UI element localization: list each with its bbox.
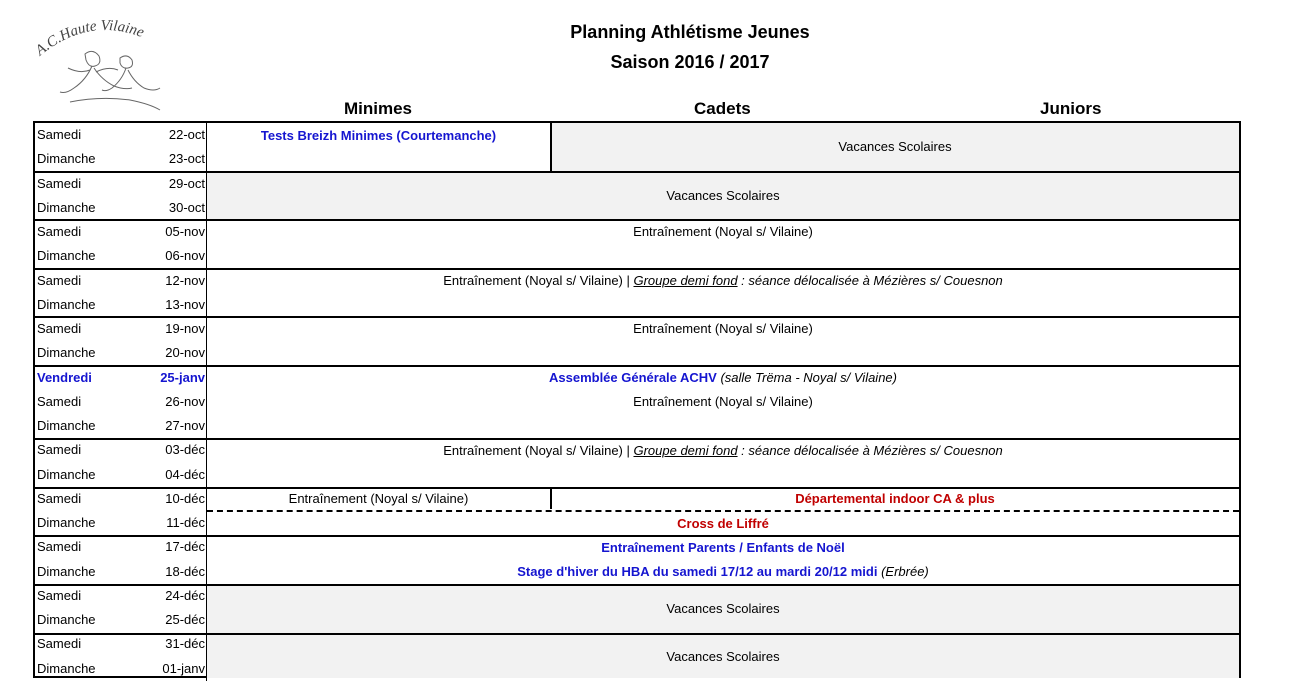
date-cell: 05-nov xyxy=(165,224,205,239)
event-vacances: Vacances Scolaires xyxy=(666,188,780,203)
group-separator xyxy=(35,584,1239,586)
groupe-demi-fond-label: Groupe demi fond xyxy=(633,443,738,458)
day-cell: Dimanche xyxy=(37,345,96,361)
column-header-cadets: Cadets xyxy=(694,99,751,118)
groupe-demi-fond-label: Groupe demi fond xyxy=(633,273,738,288)
date-cell: 18-déc xyxy=(165,563,205,579)
svg-text:A.C.Haute Vilaine: A.C.Haute Vilaine xyxy=(32,17,147,60)
group-separator xyxy=(35,219,1239,221)
event-entrainement-text: Entraînement (Noyal s/ Vilaine) | xyxy=(443,273,634,288)
day-cell: Dimanche xyxy=(37,612,96,627)
date-cell: 11-déc xyxy=(166,515,205,530)
date-column-separator xyxy=(206,244,207,268)
date-column-separator xyxy=(206,293,207,317)
date-cell: 24-déc xyxy=(165,587,205,603)
day-cell: Samedi xyxy=(37,127,82,142)
group-separator xyxy=(35,633,1239,635)
ag-place: (salle Trëma - Noyal s/ Vilaine) xyxy=(716,370,897,385)
table-row xyxy=(35,463,1239,487)
date-cell: 06-nov xyxy=(165,248,205,264)
day-cell: Dimanche xyxy=(37,466,96,482)
table-row xyxy=(35,293,1239,317)
date-cell: 01-janv xyxy=(162,660,205,676)
date-cell: 17-déc xyxy=(165,539,205,555)
column-header-minimes: Minimes xyxy=(344,99,413,118)
date-cell: 19-nov xyxy=(165,321,205,336)
day-cell: Samedi xyxy=(37,175,82,191)
day-cell: Dimanche xyxy=(37,199,96,215)
date-cell: 23-oct xyxy=(168,151,205,167)
day-cell: Dimanche xyxy=(37,418,96,433)
table-row xyxy=(35,414,1239,438)
date-column-separator xyxy=(206,147,207,171)
seance-delocalisee-text: : séance délocalisée à Mézières s/ Couesnon xyxy=(737,273,1003,288)
date-cell: 20-nov xyxy=(165,345,205,361)
seance-delocalisee-text: : séance délocalisée à Mézières s/ Couesnon xyxy=(737,443,1003,458)
table-row xyxy=(35,341,1239,365)
date-column-separator xyxy=(206,414,207,438)
group-separator xyxy=(35,365,1239,367)
day-cell: Samedi xyxy=(37,636,82,652)
group-separator xyxy=(35,535,1239,537)
date-cell: 13-nov xyxy=(165,296,205,312)
event-entrainement: Entraînement (Noyal s/ Vilaine) xyxy=(633,394,813,409)
date-cell: 26-nov xyxy=(165,393,205,409)
event-entrainement-demi-fond xyxy=(207,443,1239,458)
event-assemblee-generale xyxy=(207,370,1239,385)
schedule-table xyxy=(33,121,1241,678)
group-separator xyxy=(35,268,1239,270)
page-title: Planning Athlétisme Jeunes xyxy=(570,22,810,42)
date-cell: 10-déc xyxy=(165,490,205,506)
column-header-juniors: Juniors xyxy=(1040,99,1102,118)
day-cell: Samedi xyxy=(37,393,82,409)
date-cell: 29-oct xyxy=(168,175,205,191)
day-cell: Samedi xyxy=(37,272,82,288)
table-row xyxy=(35,244,1239,268)
stage-place: (Erbrée) xyxy=(877,564,929,579)
date-cell: 30-oct xyxy=(168,199,205,215)
event-departemental-indoor: Départemental indoor CA & plus xyxy=(795,491,995,506)
event-entrainement: Entraînement (Noyal s/ Vilaine) xyxy=(633,321,813,336)
day-cell: Samedi xyxy=(37,321,82,336)
date-cell: 27-nov xyxy=(165,418,205,433)
stage-title: Stage d'hiver du HBA du samedi 17/12 au mardi 20/12 midi xyxy=(517,564,878,579)
day-cell: Dimanche xyxy=(37,151,96,167)
date-cell: 25-déc xyxy=(165,612,205,627)
day-cell: Dimanche xyxy=(37,296,96,312)
event-stage-hiver xyxy=(207,564,1239,579)
date-cell: 12-nov xyxy=(165,272,205,288)
event-vacances: Vacances Scolaires xyxy=(666,649,780,664)
date-cell: 22-oct xyxy=(168,127,205,142)
day-cell: Samedi xyxy=(37,442,82,458)
day-cell: Samedi xyxy=(37,539,82,555)
page-subtitle: Saison 2016 / 2017 xyxy=(610,52,770,72)
event-parents-enfants: Entraînement Parents / Enfants de Noël xyxy=(601,540,845,555)
date-cell: 03-déc xyxy=(165,442,205,458)
event-cross-liffre: Cross de Liffré xyxy=(677,516,769,531)
ag-title: Assemblée Générale ACHV xyxy=(548,370,717,385)
dashed-separator xyxy=(207,510,1239,512)
group-separator xyxy=(35,316,1239,318)
date-cell: 31-déc xyxy=(165,636,205,652)
event-entrainement-demi-fond xyxy=(207,273,1239,288)
day-cell: Dimanche xyxy=(37,248,96,264)
day-cell: Samedi xyxy=(37,490,82,506)
group-separator xyxy=(35,487,1239,489)
date-column-separator xyxy=(206,463,207,487)
day-cell: Dimanche xyxy=(37,515,96,530)
day-cell: Dimanche xyxy=(37,660,96,676)
day-cell: Samedi xyxy=(37,224,82,239)
event-entrainement-minimes: Entraînement (Noyal s/ Vilaine) xyxy=(288,491,469,506)
day-cell: Samedi xyxy=(37,587,82,603)
group-separator xyxy=(35,438,1239,440)
event-entrainement-text: Entraînement (Noyal s/ Vilaine) | xyxy=(443,443,634,458)
date-cell: 25-janv xyxy=(160,369,205,385)
date-cell: 04-déc xyxy=(165,466,205,482)
event-entrainement: Entraînement (Noyal s/ Vilaine) xyxy=(633,224,813,239)
event-tests-breizh: Tests Breizh Minimes (Courtemanche) xyxy=(260,128,497,143)
day-cell: Dimanche xyxy=(37,563,96,579)
day-cell: Vendredi xyxy=(37,369,92,385)
date-column-separator xyxy=(206,341,207,365)
event-vacances: Vacances Scolaires xyxy=(666,601,780,616)
group-separator xyxy=(35,171,1239,173)
event-vacances-cadets-juniors: Vacances Scolaires xyxy=(838,139,952,154)
